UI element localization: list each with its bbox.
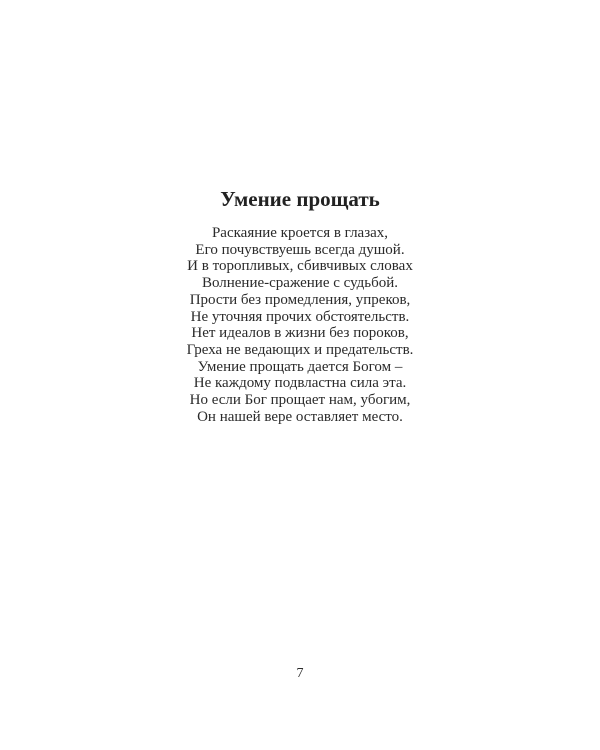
poem-line: Греха не ведающих и предательств. <box>186 341 414 358</box>
poem-line: Он нашей вере оставляет место. <box>197 408 403 425</box>
poem-line: Его почувствуешь всегда душой. <box>195 241 405 258</box>
poem-line: И в торопливых, сбивчивых словах <box>187 258 413 275</box>
poem-line: Не каждому подвластна сила эта. <box>193 375 407 392</box>
poem-line: Нет идеалов в жизни без пороков, <box>191 325 409 342</box>
poem-line: Не уточняя прочих обстоятельств. <box>190 308 410 325</box>
poem-title: Умение прощать <box>220 187 380 211</box>
poem-line: Раскаяние кроется в глазах, <box>211 225 389 241</box>
page-number: 7 <box>296 666 304 681</box>
poem-line: Волнение-сражение с судьбой. <box>201 275 399 292</box>
poem-line: Умение прощать дается Богом – <box>197 358 403 375</box>
poem-line: Но если Бог прощает нам, убогим, <box>189 392 411 409</box>
poem-line: Прости без промедления, упреков, <box>189 291 411 308</box>
poem-body <box>0 225 600 425</box>
